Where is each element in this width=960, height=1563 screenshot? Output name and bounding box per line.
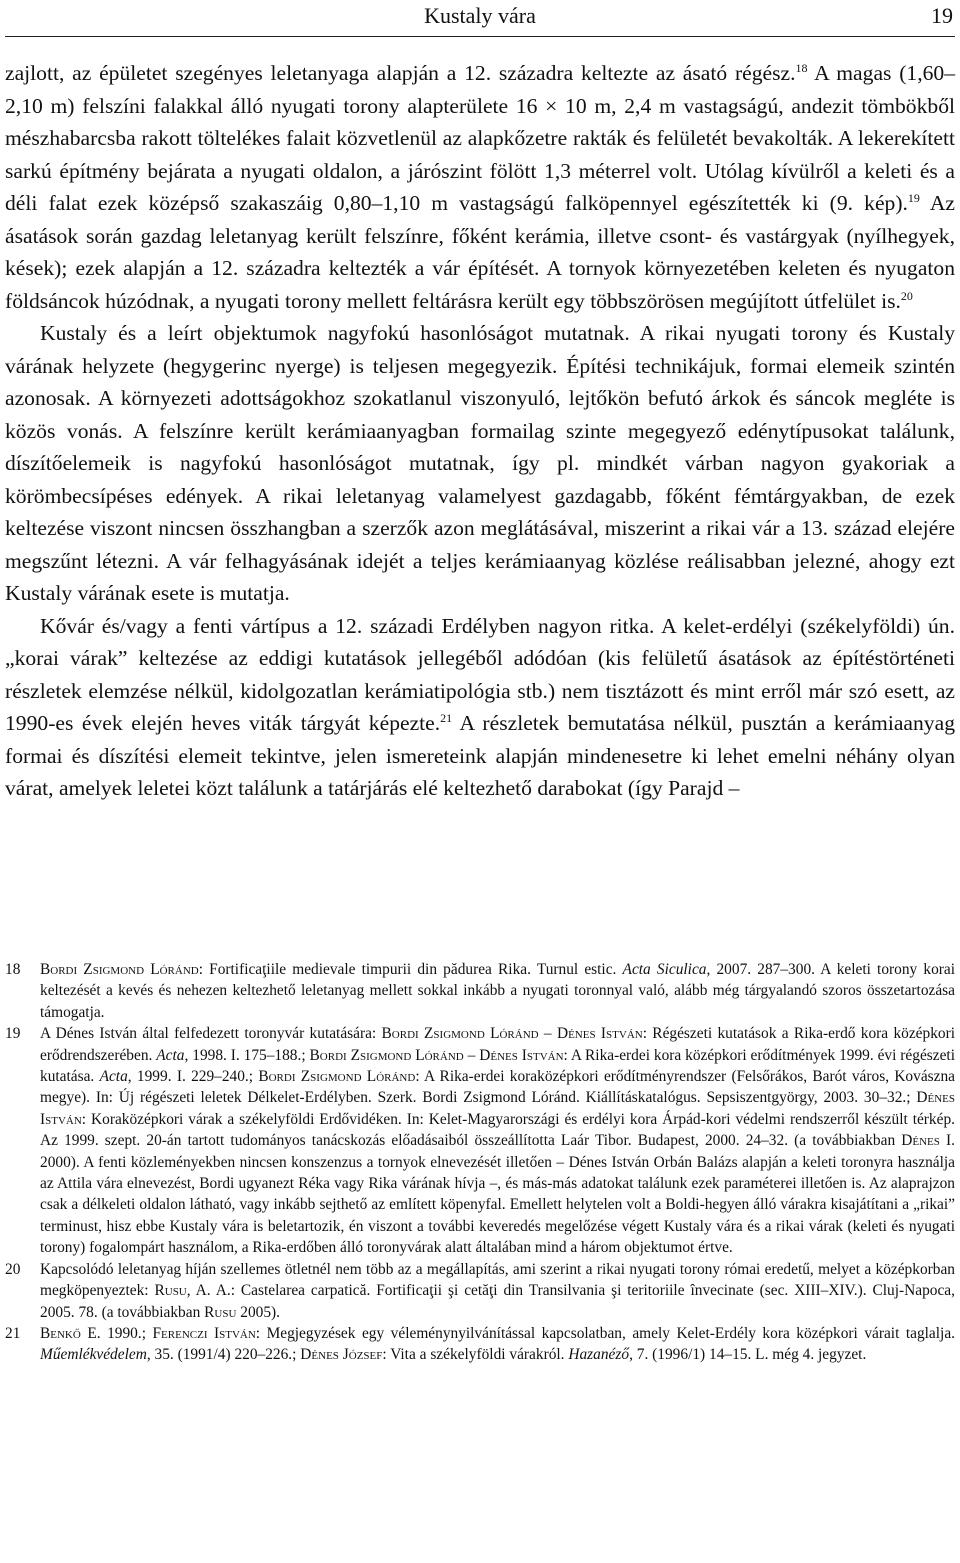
running-header: [5, 0, 955, 37]
footnote-author: Bordi Zsigmond Lóránd: [309, 1046, 464, 1064]
footnote-number: 18: [5, 961, 21, 978]
paragraph-text: zajlott, az épületet szegényes leletanyaga alapján a 12. századra keltezte az ásató régész.: [5, 61, 796, 85]
footnote-ref-20[interactable]: 20: [900, 288, 913, 303]
footnote-text: , 1999. I. 229–240.;: [127, 1068, 259, 1086]
footnote-text: , 35. (1991/4) 220–226.;: [146, 1346, 301, 1364]
paragraph-3: [5, 610, 955, 805]
paragraph-text: A részletek bemutatása nélkül, pusztán a kerámiaanyag formai és díszítési elemeit tekintve, jelen ismereteink alapján mindenesetre ki lehet emelni néhány olyan várat, amelyek leletei közt találunk a tatárjárás elé keltezhető darabokat (így Parajd –: [5, 711, 955, 800]
footnote-number: 21: [5, 1324, 21, 1342]
footnote-text: , 1998. I. 175–188.;: [184, 1046, 310, 1064]
footnote-18: [5, 959, 955, 1023]
footnote-text: : Koraközépkori várak a székelyföldi Erdővidéken. In: Kelet-Magyarországi és erdélyi kora Árpád-kori védelmi rendszerről készült térkép. Az 1999. szept. 20-án tartott tudományos tanácskozás előadásaiból összeállította Laár Tibor. Budapest, 2000. 24–32. (a továbbiakban: [40, 1110, 955, 1150]
paragraph-text: Az ásatások során gazdag leletanyag került felszínre, főként kerámia, illetve csont- és vastárgyak (nyílhegyek, kések); ezek alapján a 12. századra keltezték a vár építését. A tornyok környezetében keleten és nyugaton földsáncok húzódnak, a nyugati torony mellett feltárásra került egy többszörösen megújított útfelület is.: [5, 191, 955, 313]
footnote-text: : Régészeti kutatások a Rika-erdő kora középkori erődrendszerében.: [40, 1025, 956, 1064]
footnote-author: Rusu, A. A.: [154, 1282, 231, 1300]
page-number: 19: [931, 3, 953, 28]
paragraph-text: Kővár és/vagy a fenti vártípus a 12. századi Erdélyben nagyon ritka. A kelet-erdélyi (székelyföldi) ún. „korai várak” keltezése az eddigi kutatások jellegéből adódóan (kis felületű ásatások az építéstörténeti részletek elemzése nélkül, kidolgozatlan kerámiatipológia stb.) nem tisztázott és mint erről már szó esett, az 1990-es évek elején heves viták tárgyát képezte.: [5, 613, 955, 735]
paragraph-1: [5, 57, 955, 317]
paragraph-text: A magas (1,60–2,10 m) felszíni falakkal álló nyugati torony alapterülete 16 × 10 m, 2,4 m vastagságú, andezit tömbökből mészhabarcsba rakott töltelékes falait közvetlenül az alapkőzetre rakták és felületét bevakolták. A lekerekített sarkú építmény bejárata a nyugati oldalon, a járószint fölött 1,3 méterrel volt. Utólag kívülről a keleti és a déli falat ezek középső szakaszáig 0,80–1,10 m vastagságú falköpennyel egészítették ki (9. kép).: [5, 61, 955, 215]
footnote-text: A Dénes István által felfedezett toronyvár kutatására:: [40, 1025, 382, 1043]
footnote-author: Dénes: [901, 1132, 940, 1150]
footnote-text: : A Rika-erdei kora középkori erődítmények 1999. évi régészeti kutatása.: [40, 1046, 955, 1086]
footnote-ref-18[interactable]: 18: [795, 61, 808, 75]
footnote-text: , 7. (1996/1) 14–15. L. még 4. jegyzet.: [629, 1346, 867, 1364]
footnote-author: Bordi Zsigmond Lóránd: [258, 1068, 416, 1086]
footnote-text: I. 2000). A fenti közleményekben nincsen konszenzus a tornyok elnevezését illetően – Dénes István Orbán Balázs alapján a keleti toronyra használja az Attila vára elnevezést, Bordi ugyanezt Réka vagy Rika várának hívja –, és más-más adatokat találunk ezek paraméterei illetően is. Az alaprajzon csak a délkeleti oldalon látható, vagy inkább sejthető az említett köpenyfal. Emellett helytelen volt a Boldi-hegyen álló várakra kisajátítani a „rikai” terminust, hisz ebbe Kustaly vára is beletartozik, én viszont a további keveredés megelőzése végett Kustaly vára és a rikai várak (keleti és nyugati torony) fogalompárt használom, a Rika-erdőben álló toronyvárak alatt általában mind a három objektumot értve.: [40, 1132, 955, 1257]
footnote-author: Ferenczi István: [152, 1324, 256, 1342]
footnote-journal: Műemlékvédelem: [40, 1346, 147, 1364]
running-title: Kustaly vára: [424, 3, 536, 28]
paragraph-2: [5, 317, 955, 610]
footnote-author: Bordi Zsigmond Lóránd: [381, 1025, 539, 1043]
footnotes: [5, 959, 955, 1366]
footnote-author: Bordi Zsigmond Lóránd: [40, 961, 199, 978]
main-text: [5, 57, 955, 805]
footnote-text: : A Rika-erdei koraközépkori erődítményrendszer (Felsőrákos, Barót város, Kovászna megye). In: Új régészeti leletek Délkelet-Erdélyben. Szerk. Bordi Zsigmond Lóránd. Kiállításkatalógus. Sepsiszentgyörgy, 2003. 30–32.;: [40, 1068, 956, 1107]
footnote-ref-21[interactable]: 21: [440, 711, 453, 725]
footnote-text: –: [538, 1025, 557, 1043]
footnote-text: –: [463, 1046, 480, 1064]
paragraph-text: Kustaly és a leírt objektumok nagyfokú hasonlóságot mutatnak. A rikai nyugati torony és Kustaly várának helyzete (hegygerinc nyerge) is teljesen megegyezik. Építési technikájuk, formai elemeik szintén azonosak. A környezeti adottságokhoz szokatlanul viszonyuló, lejtőkön befutó árkok és sáncok megléte is közös vonás. A felszínre került kerámiaanyagban formailag szinte megegyező edénytípusokat találunk, díszítőelemeik is nagyfokú hasonlóságot mutatnak, így pl. mindkét várban nagyon gyakoriak a körömbecsípéses edények. A rikai leletanyag valamelyest gazdagabb, főként fémtárgyakban, de ezek keltezése viszont nincsen összhangban a szerzők azon meglátásával, miszerint a rikai vár a 13. század elejére megszűnt létezni. A vár felhagyásának idejét a teljes kerámiaanyag közlése reálisabban jelezné, ahogy ezt Kustaly várának esete is mutatja.: [5, 321, 955, 605]
footnote-author: Dénes István: [479, 1046, 564, 1064]
footnote-author: Benkő E.: [40, 1324, 101, 1342]
footnote-journal: Acta: [99, 1068, 128, 1086]
footnote-author: Dénes István: [40, 1089, 955, 1128]
footnote-text: : Castelarea carpatică. Fortificaţii şi cetăţi din Transilvania şi teritoriile învecinate (sec. XIII–XIV.). Cluj-Napoca, 2005. 78. (a továbbiakban: [40, 1282, 955, 1321]
footnote-text: 1990.;: [100, 1324, 153, 1342]
footnote-ref-19[interactable]: 19: [907, 191, 920, 205]
footnote-number: 19: [5, 1025, 21, 1043]
footnote-text: : Fortificaţiile medievale timpurii din pădurea Rika. Turnul estic.: [198, 961, 623, 978]
footnote-text: , 2007. 287–300. A keleti torony korai keltezését a kevés és nehezen keltezhető leletanyag mellett sokkal inkább a nyugati toronnyal való, alább még tárgyalandó szoros összetartozása támogatja.: [40, 961, 955, 1021]
footnote-19: [5, 1023, 955, 1258]
footnote-text: : Vita a székelyföldi várakról.: [382, 1346, 569, 1364]
footnote-20: [5, 1259, 955, 1323]
footnote-author: Rusu: [204, 1303, 237, 1321]
footnote-text: 2005).: [236, 1303, 281, 1321]
footnote-journal: Acta: [156, 1046, 185, 1064]
footnote-journal: Acta Siculica: [622, 961, 707, 978]
footnote-21: [5, 1323, 955, 1366]
footnote-journal: Hazanéző: [568, 1346, 630, 1364]
footnote-text: Kapcsolódó leletanyag híján szellemes ötletnél nem több az a megállapítás, ami szerint a rikai nyugati torony római eredetű, melyet a középkorban megköpenyeztek:: [40, 1260, 955, 1300]
footnote-number: 20: [5, 1260, 21, 1278]
footnote-author: Dénes István: [556, 1025, 643, 1043]
footnote-text: : Megjegyzések egy véleménynyilvánítással kapcsolatban, amely Kelet-Erdély kora középkori várait taglalja.: [255, 1324, 955, 1342]
footnote-author: Dénes József: [300, 1346, 383, 1364]
